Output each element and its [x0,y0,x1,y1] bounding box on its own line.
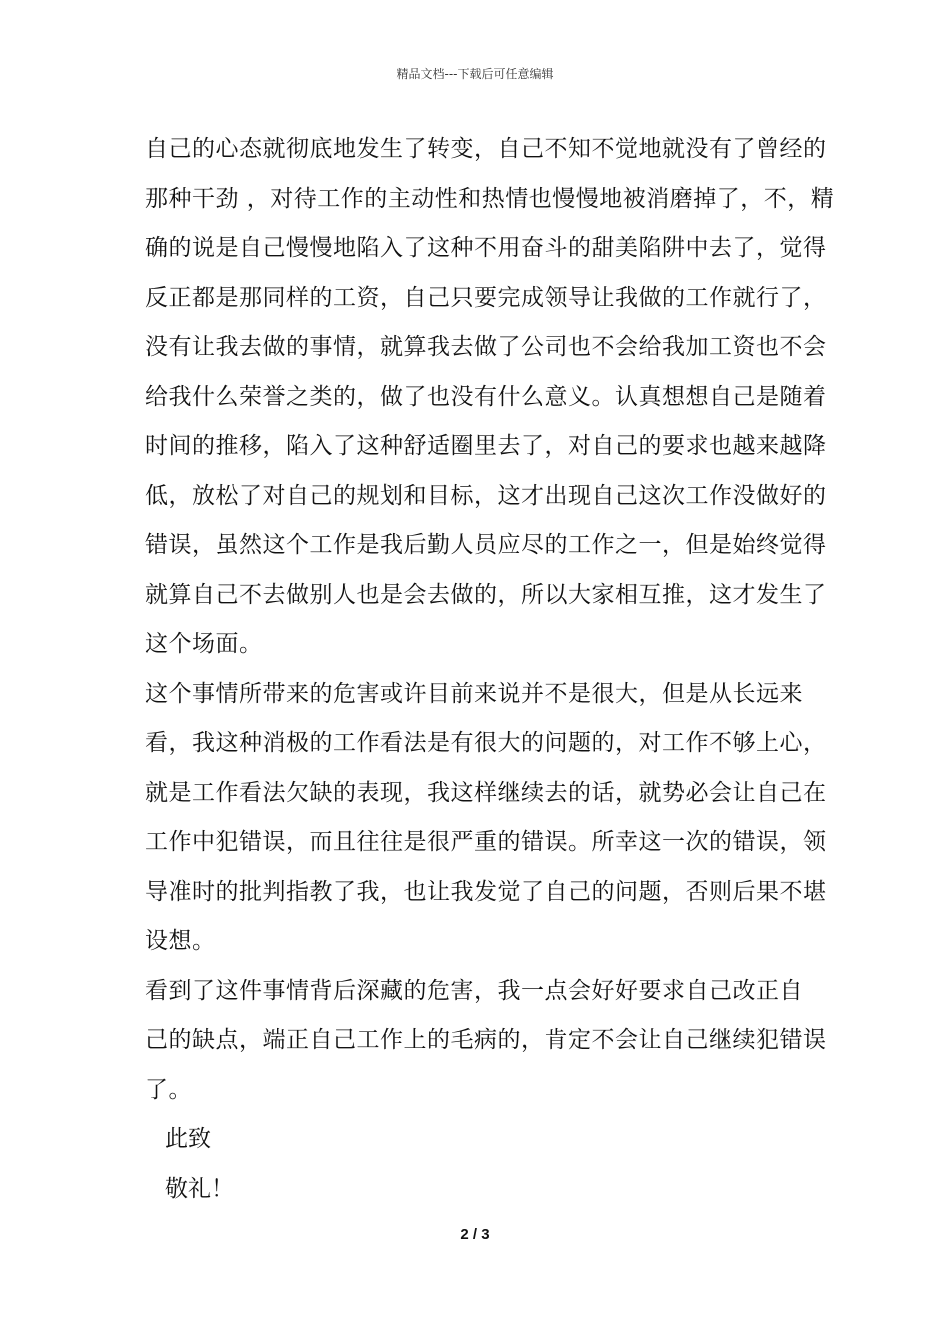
text-line: 己的缺点，端正自己工作上的毛病的，肯定不会让自己继续犯错误 [145,1027,827,1053]
paragraph-3 [145,967,827,1116]
paragraph-1 [145,125,835,670]
text-line: 看到了这件事情背后深藏的危害，我一点会好好要求自己改正自 [145,977,803,1004]
text-line: 工作中犯错误，而且往往是很严重的错误。所幸这一次的错误，领 [145,829,827,855]
paragraph-2 [145,670,827,967]
text-line: 反正都是那同样的工资，自己只要完成领导让我做的工作就行了， [145,284,827,311]
text-line: 没有让我去做的事情，就算我去做了公司也不会给我加工资也不会 [145,334,827,360]
text-line: 那种干劲 ，对待工作的主动性和热情也慢慢地被消磨掉了，不，精 [145,185,835,212]
text-line: 这个事情所带来的危害或许目前来说并不是很大，但是从长远来 [145,680,803,707]
document-header: 精品文档---下载后可任意编辑 [396,67,554,81]
text-line: 低，放松了对自己的规划和目标，这才出现自己这次工作没做好的 [145,482,827,509]
closing-salutation: 此致 [165,1126,211,1152]
closing-regards: 敬礼！ [165,1175,234,1202]
text-line: 给我什么荣誉之类的，做了也没有什么意义。认真想想自己是随着 [145,383,827,410]
text-line: 看，我这种消极的工作看法是有很大的问题的，对工作不够上心， [145,730,827,756]
text-line: 自己的心态就彻底地发生了转变，自己不知不觉地就没有了曾经的 [145,136,827,162]
text-line: 确的说是自己慢慢地陷入了这种不用奋斗的甜美陷阱中去了，觉得 [145,235,827,261]
letter-body [145,125,835,1214]
page-number: 2 / 3 [460,1226,490,1243]
text-line: 了。 [145,1076,192,1103]
text-line: 导准时的批判指教了我，也让我发觉了自己的问题，否则后果不堪 [145,878,827,905]
text-line: 就是工作看法欠缺的表现，我这样继续去的话，就势必会让自己在 [145,779,827,806]
text-line: 就算自己不去做别人也是会去做的，所以大家相互推，这才发生了 [145,581,827,608]
text-line: 设想。 [145,928,216,954]
text-line: 时间的推移，陷入了这种舒适圈里去了，对自己的要求也越来越降 [145,433,827,459]
text-line: 这个场面。 [145,631,263,657]
text-line: 错误，虽然这个工作是我后勤人员应尽的工作之一，但是始终觉得 [145,532,827,558]
